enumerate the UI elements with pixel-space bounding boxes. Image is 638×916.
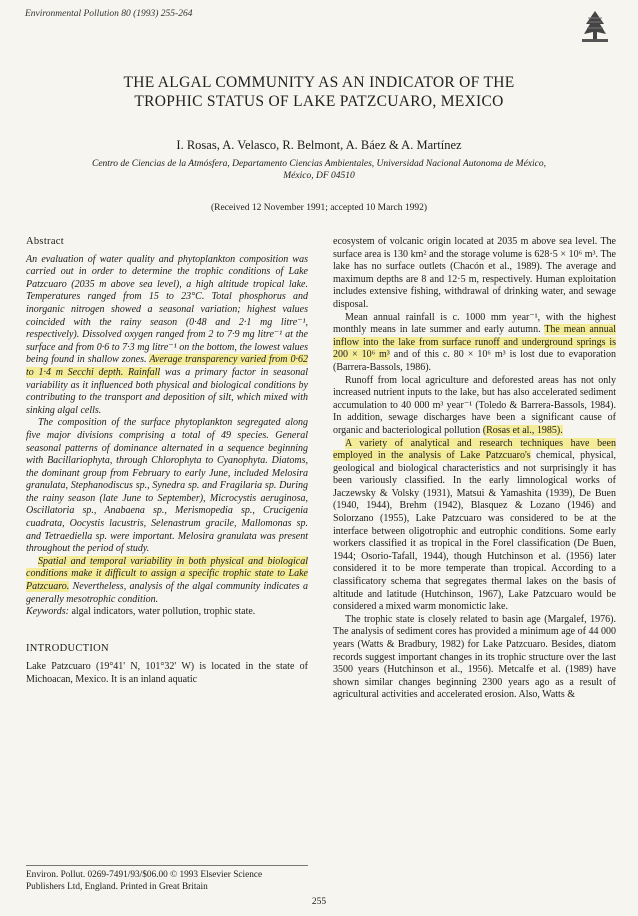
affiliation-line-1: Centro de Ciencias de la Atmósfera, Departamento Ciencias Ambientales, Universidad Nacional Autonoma de México, [91, 159, 546, 169]
page-number: 255 [311, 897, 327, 907]
highlight: The mean annual inflow into the lake from surface runoff and underground springs is 200 × 10⁶ m³ [333, 324, 616, 361]
footer-line-1: Environ. Pollut. 0269-7491/93/$06.00 © 1993 Elsevier Science [26, 870, 263, 880]
affiliation-line-2: México, DF 04510 [283, 171, 355, 181]
keywords-label: Keywords: [26, 606, 69, 618]
author-list: I. Rosas, A. Velasco, R. Belmont, A. Báez & A. Martínez [176, 138, 462, 152]
intro-paragraph-cont: ecosystem of volcanic origin located at 2035 m above sea level. The surface area is 130 km² and the storage volume is 628·5 × 10⁶ m³. The lake has no surface outlets (Chacón et al., 1989). The average and maximum depths are 8 and 12·5 m, respectively. Human exploitation includes extensive fishing, withdrawal of drinking water, and sewage disposal. [333, 236, 616, 310]
introduction-paragraph-1: Lake Patzcuaro (19°41' N, 101°32' W) is located in the state of Michoacan, Mexico. It is an inland aquatic [26, 661, 308, 685]
received-dates: (Received 12 November 1991; accepted 10 March 1992) [210, 203, 428, 213]
right-column [333, 236, 616, 702]
footer-line-2: Publishers Ltd, England. Printed in Great Britain [26, 882, 208, 892]
highlight: Average transparency varied from 0·62 to 1·4 m Secchi depth. Rainfall [26, 354, 308, 378]
title-line-1: THE ALGAL COMMUNITY AS AN INDICATOR OF THE [123, 74, 515, 91]
article-title [20, 73, 618, 111]
title-line-2: TROPHIC STATUS OF LAKE PATZCUARO, MEXICO [134, 93, 504, 110]
abstract-heading: Abstract [26, 236, 64, 247]
publisher-logo [580, 8, 610, 44]
abstract-paragraph-1: An evaluation of water quality and phytoplankton composition was carried out in order to determine the trophic conditions of Lake Patzcuaro (2035 m above sea level), a high altitude tropical lake. Temperatures ranged from 15 to 23°C. Total phosphorus and inorganic nitrogen showed a seasonal variation; highest values coincided with the rainy season (0·48 and 2·1 mg litre⁻¹, respectively). Dissolved oxygen ranged from 2 to 7·9 mg litre⁻¹ at the surface and from 0·6 to 7·3 mg litre⁻¹ on the bottom, the lowest values being found in shallow zones. Average transparency varied from 0·62 to 1·4 m Secchi depth. Rainfall was a primary factor in seasonal variability as it influenced both physical and biological conditions by contributing to the transport and deposition of silt, which mixed with sinking algal cells. [26, 253, 308, 416]
journal-citation: Environmental Pollution 80 (1993) 255-264 [25, 9, 193, 19]
highlight: Spatial and temporal variability in both physical and biological conditions make it difficult to assign a specific trophic state to Lake Patzcuaro. [26, 555, 308, 593]
intro-paragraph-trophic: The trophic state is closely related to basin age (Margalef, 1976). The analysis of sediment cores has provided a minimum age of 44 000 years (Watts & Bradbury, 1982) for Lake Patzcuaro. Besides, diatom records suggest important changes in its trophic structure over the last 3500 years (Hutchinson et al., 1956). Metcalfe et al. (1989) have shown similar changes beginning 2300 years ago as a result of agricultural activities and accelerated erosion. Also, Watts & [333, 613, 616, 701]
introduction-heading: INTRODUCTION [26, 642, 109, 654]
abstract-paragraph-2: The composition of the surface phytoplankton segregated along five major divisions comprising a total of 49 species. General seasonal patterns of dominance alternated in a sequence beginning with Bacillariophyta, through Chlorophyta to Cyanophyta. Diatoms, the dominant group from February to early June, included Melosira granulata, Stephanodiscus sp., Synedra sp. and Fragilaria sp. During the rainy season (late June to September), Microcystis aeruginosa, Oscillatoria sp., Anabaena sp., Merismopedia sp., Crucigenia cuadrata, Oocystis lacustris, Selenastrum gracile, Mallomonas sp. and Tetraediella sp. were important. Melosira granulata was present throughout the period of study. [26, 417, 308, 555]
left-column [26, 236, 308, 687]
highlight: (Rosas et al., 1985). [482, 424, 563, 436]
keywords-text: algal indicators, water pollution, trophic state. [68, 606, 256, 618]
intro-paragraph-techniques: A variety of analytical and research techniques have been employed in the analysis of Lake Patzcuaro's chemical, physical, geological and biological characteristics and not surprisingly it has been variously classified. In the early limnological works of Jaczewsky & Volsky (1931), Matsui & Yamashita (1939), De Buen (1940, 1944), Brehm (1942), Blasquez & Lozano (1946) and Solorzano (1955), Lake Patzcuaro was considered to be at the interface between oligotrophic and eutrophic conditions. Some early workers classified it as tropical in the Forel classification (De Buen, 1944; Osorio-Tafall, 1944), though Hutchinson et al. (1956) later considered it to be more temperate than tropical. According to a classificatory schema that segregates thermal lakes on the basis of altitude and latitude (Hutchinson, 1967), Lake Patzcuaro would be considered a mixed warm monomictic lake. [333, 437, 616, 613]
keywords [26, 606, 308, 619]
copyright-footer [26, 865, 308, 893]
affiliation [60, 158, 578, 182]
abstract-section [26, 236, 308, 606]
intro-paragraph-rainfall: Mean annual rainfall is c. 1000 mm year⁻¹, with the highest monthly means in late summer and early autumn. The mean annual inflow into the lake from surface runoff and underground springs is 200 × 10⁶ m³ and of this c. 80 × 10⁶ m³ is lost due to evaporation (Barrera-Bassols, 1986). [333, 311, 616, 373]
intro-paragraph-runoff: Runoff from local agriculture and deforested areas has not only increased nutrient inputs to the lake, but has also accelerated sediment accumulation to 40 000 m³ year⁻¹ (Toledo & Barrera-Bassols, 1984). In addition, sewage discharges have been a significant cause of organic and bacteriological pollution (Rosas et al., 1985). [333, 374, 616, 436]
highlight: A variety of analytical and research techniques have been employed in the analysis of Lake Patzcuaro's [333, 437, 616, 462]
abstract-paragraph-3: Spatial and temporal variability in both physical and biological conditions make it difficult to assign a specific trophic state to Lake Patzcuaro. Nevertheless, analysis of the algal community indicates a generally mesotrophic condition. [26, 555, 308, 605]
